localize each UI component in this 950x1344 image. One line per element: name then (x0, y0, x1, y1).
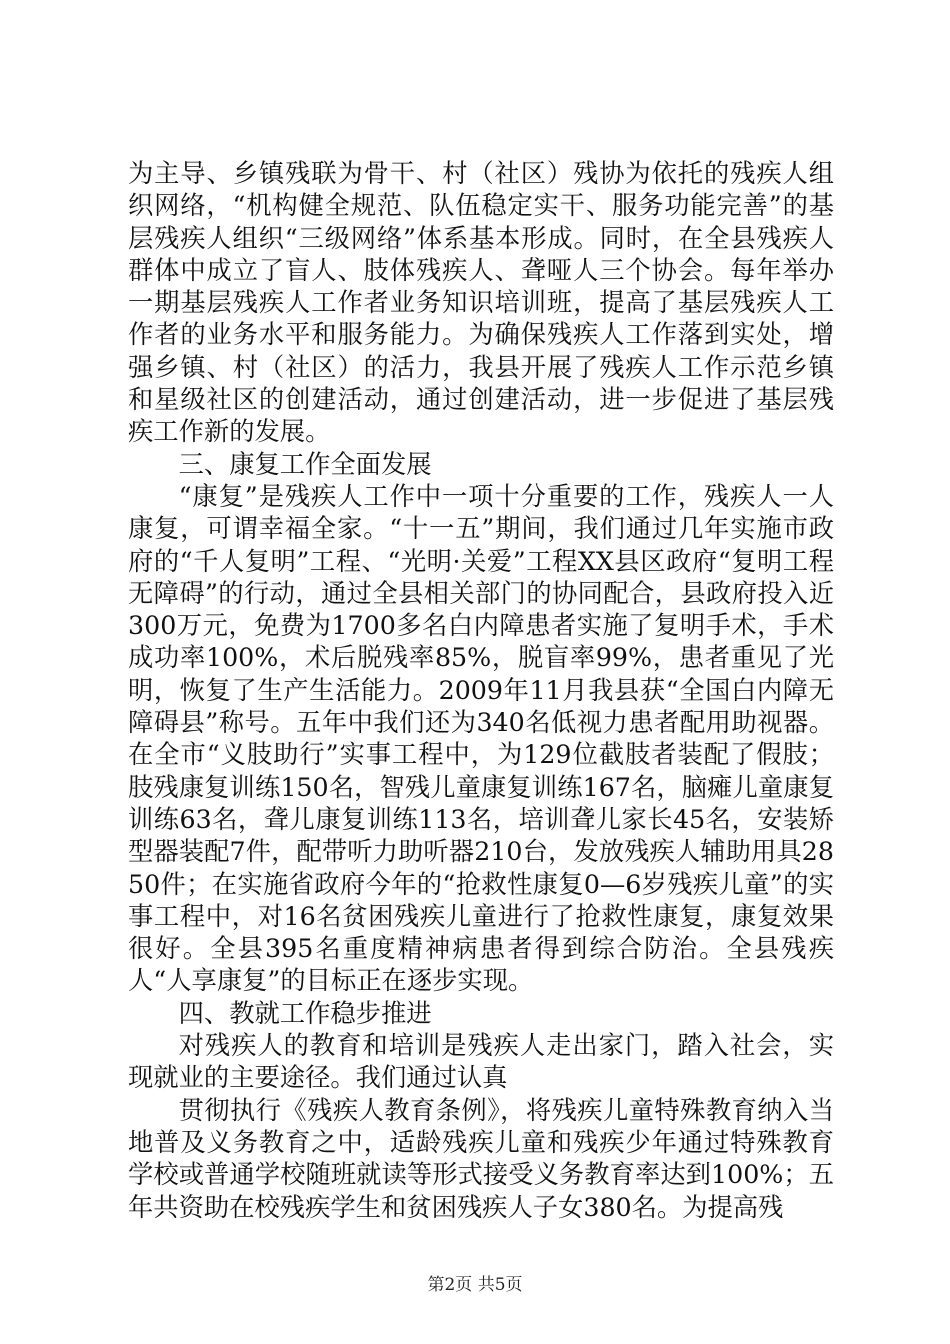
page-footer: 第2页 共5页 (427, 1275, 523, 1295)
paragraph-rehabilitation: “康复”是残疾人工作中一项十分重要的工作，残疾人一人康复，可谓幸福全家。“十一五”期间，我们通过几年实施市政府的“千人复明”工程、“光明·关爱”工程XX县区政府“复明工程无障碍”的行动，通过全县相关部门的协同配合，县政府投入近300万元，免费为1700多名白内障患者实施了复明手术，手术成功率100%，术后脱残率85%，脱盲率99%，患者重见了光明，恢复了生产生活能力。2009年11月我县获“全国白内障无障碍县”称号。五年中我们还为340名低视力患者配用助视器。在全市“义肢助行”实事工程中，为129位截肢者装配了假肢；肢残康复训练150名，智残儿童康复训练167名，脑瘫儿童康复训练63名，聋儿康复训练113名，培训聋儿家长45名，安装矫型器装配7件，配带听力助听器210台，发放残疾人辅助用具2850件；在实施省政府今年的“抢救性康复0—6岁残疾儿童”的实事工程中，对16名贫困残疾儿童进行了抢救性康复，康复效果很好。全县395名重度精神病患者得到综合防治。全县残疾人“人享康复”的目标正在逐步实现。 (128, 481, 834, 996)
section-heading-education-employment: 四、教就工作稳步推进 (178, 998, 432, 1028)
document-body (128, 158, 834, 1224)
paragraph-education-details: 贯彻执行《残疾人教育条例》，将残疾儿童特殊教育纳入当地普及义务教育之中，适龄残疾儿童和残疾少年通过特殊教育学校或普通学校随班就读等形式接受义务教育率达到100%；五年共资助在校残疾学生和贫困残疾人子女380名。为提高残 (128, 1095, 834, 1222)
paragraph-education-intro: 对残疾人的教育和培训是残疾人走出家门，踏入社会，实现就业的主要途径。我们通过认真 (128, 1031, 834, 1093)
paragraph-organization-network: 为主导、乡镇残联为骨干、村（社区）残协为依托的残疾人组织网络，“机构健全规范、队伍稳定实干、服务功能完善”的基层残疾人组织“三级网络”体系基本形成。同时，在全县残疾人群体中成立了盲人、肢体残疾人、聋哑人三个协会。每年举办一期基层残疾人工作者业务知识培训班，提高了基层残疾人工作者的业务水平和服务能力。为确保残疾人工作落到实处，增强乡镇、村（社区）的活力，我县开展了残疾人工作示范乡镇和星级社区的创建活动，通过创建活动，进一步促进了基层残疾工作新的发展。 (128, 159, 834, 447)
section-heading-rehabilitation: 三、康复工作全面发展 (178, 449, 432, 479)
